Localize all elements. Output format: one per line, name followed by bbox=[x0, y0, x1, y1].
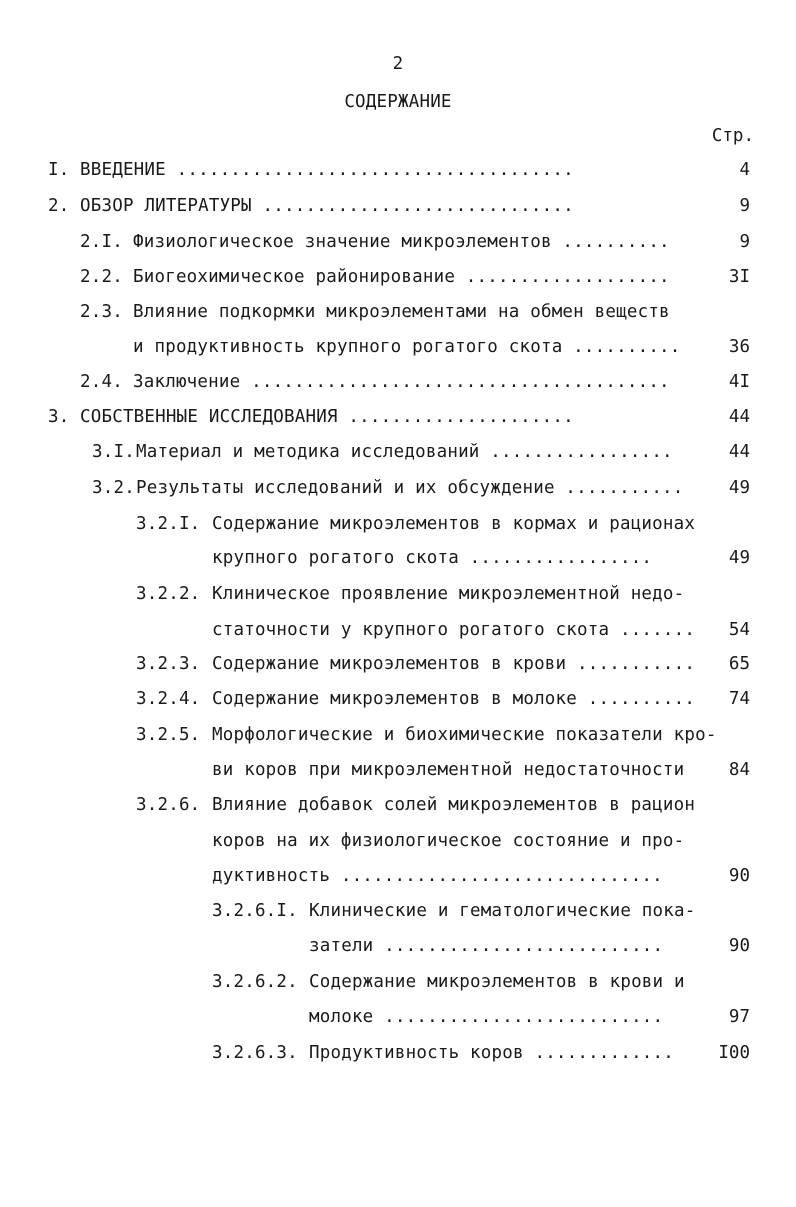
toc-entry-text: Биогеохимическое районирование ................... bbox=[133, 267, 670, 287]
toc-entry-page: I00 bbox=[718, 1043, 750, 1063]
toc-entry-number: 2.I. bbox=[80, 232, 123, 252]
toc-entry-text: Морфологические и биохимические показатели кро- bbox=[212, 725, 717, 745]
toc-entry-page: 44 bbox=[728, 407, 750, 427]
toc-entry-page: 54 bbox=[728, 620, 750, 640]
toc-entry-page: 44 bbox=[728, 442, 750, 462]
page-title: СОДЕРЖАНИЕ bbox=[344, 92, 452, 112]
toc-entry-page: 97 bbox=[728, 1007, 750, 1027]
toc-entry-number: 3.2.I. bbox=[136, 514, 201, 534]
toc-entry-page: 9 bbox=[739, 232, 750, 252]
toc-entry-page: 4I bbox=[728, 372, 750, 392]
toc-entry-number: 3.2.3. bbox=[136, 654, 201, 674]
toc-entry-text: дуктивность .............................. bbox=[212, 866, 663, 886]
toc-entry-number: 3. bbox=[48, 407, 70, 427]
toc-entry-text: Заключение ....................................... bbox=[133, 372, 670, 392]
toc-entry-page: 84 bbox=[728, 760, 750, 780]
toc-entry-page: 9 bbox=[739, 196, 750, 216]
toc-entry-text: молоке .......................... bbox=[309, 1007, 664, 1027]
toc-entry-text: Материал и методика исследований ................. bbox=[136, 442, 673, 462]
toc-entry-text: затели .......................... bbox=[309, 936, 664, 956]
toc-entry-text: крупного рогатого скота ................. bbox=[212, 548, 653, 568]
toc-entry-text: Клинические и гематологические пока- bbox=[309, 901, 696, 921]
toc-entry-text: Содержание микроэлементов в кормах и рационах bbox=[212, 514, 696, 534]
toc-entry-number: 3.2.4. bbox=[136, 689, 201, 709]
toc-entry-text: ВВЕДЕНИЕ ..................................... bbox=[80, 160, 574, 180]
toc-entry-text: и продуктивность крупного рогатого скота .......... bbox=[133, 337, 681, 357]
toc-entry-page: 49 bbox=[728, 478, 750, 498]
toc-entry-text: Влияние подкормки микроэлементами на обмен веществ bbox=[133, 302, 670, 322]
page-column-header: Стр. bbox=[711, 126, 754, 146]
toc-entry-text: Содержание микроэлементов в крови и bbox=[309, 972, 685, 992]
toc-entry-number: 3.2. bbox=[92, 478, 135, 498]
toc-entry-text: статочности у крупного рогатого скота ....... bbox=[212, 620, 696, 640]
toc-entry-text: Влияние добавок солей микроэлементов в рацион bbox=[212, 795, 696, 815]
toc-entry-page: 90 bbox=[728, 866, 750, 886]
toc-entry-page: 3I bbox=[728, 267, 750, 287]
toc-entry-number: 3.2.6.I. bbox=[212, 901, 298, 921]
toc-entry-number: 3.I. bbox=[92, 442, 135, 462]
toc-entry-number: 3.2.6.3. bbox=[212, 1043, 298, 1063]
toc-entry-text: Продуктивность коров ............. bbox=[309, 1043, 675, 1063]
toc-entry-text: Содержание микроэлементов в молоке .......... bbox=[212, 689, 696, 709]
toc-entry-text: ОБЗОР ЛИТЕРАТУРЫ ............................. bbox=[80, 196, 574, 216]
toc-entry-page: 36 bbox=[728, 337, 750, 357]
toc-entry-text: Физиологическое значение микроэлементов .......... bbox=[133, 232, 670, 252]
toc-entry-text: СОБСТВЕННЫЕ ИССЛЕДОВАНИЯ ..................... bbox=[80, 407, 574, 427]
toc-entry-number: 2.4. bbox=[80, 372, 123, 392]
toc-entry-text: Содержание микроэлементов в крови ........... bbox=[212, 654, 696, 674]
toc-entry-text: ви коров при микроэлементной недостаточности bbox=[212, 760, 685, 780]
page-number: 2 bbox=[392, 54, 404, 74]
toc-entry-number: 3.2.2. bbox=[136, 584, 201, 604]
toc-entry-text: Клиническое проявление микроэлементной недо- bbox=[212, 584, 685, 604]
toc-entry-number: 3.2.6.2. bbox=[212, 972, 298, 992]
toc-entry-number: 2.3. bbox=[80, 302, 123, 322]
toc-entry-number: 2. bbox=[48, 196, 70, 216]
toc-entry-page: 4 bbox=[739, 160, 750, 180]
toc-entry-text: Результаты исследований и их обсуждение ........... bbox=[136, 478, 684, 498]
toc-entry-number: 3.2.5. bbox=[136, 725, 201, 745]
toc-entry-number: 2.2. bbox=[80, 267, 123, 287]
toc-entry-text: коров на их физиологическое состояние и про- bbox=[212, 831, 685, 851]
toc-entry-page: 65 bbox=[728, 654, 750, 674]
toc-entry-number: 3.2.6. bbox=[136, 795, 201, 815]
toc-entry-number: I. bbox=[48, 160, 70, 180]
toc-entry-page: 49 bbox=[728, 548, 750, 568]
toc-entry-page: 90 bbox=[728, 936, 750, 956]
toc-entry-page: 74 bbox=[728, 689, 750, 709]
